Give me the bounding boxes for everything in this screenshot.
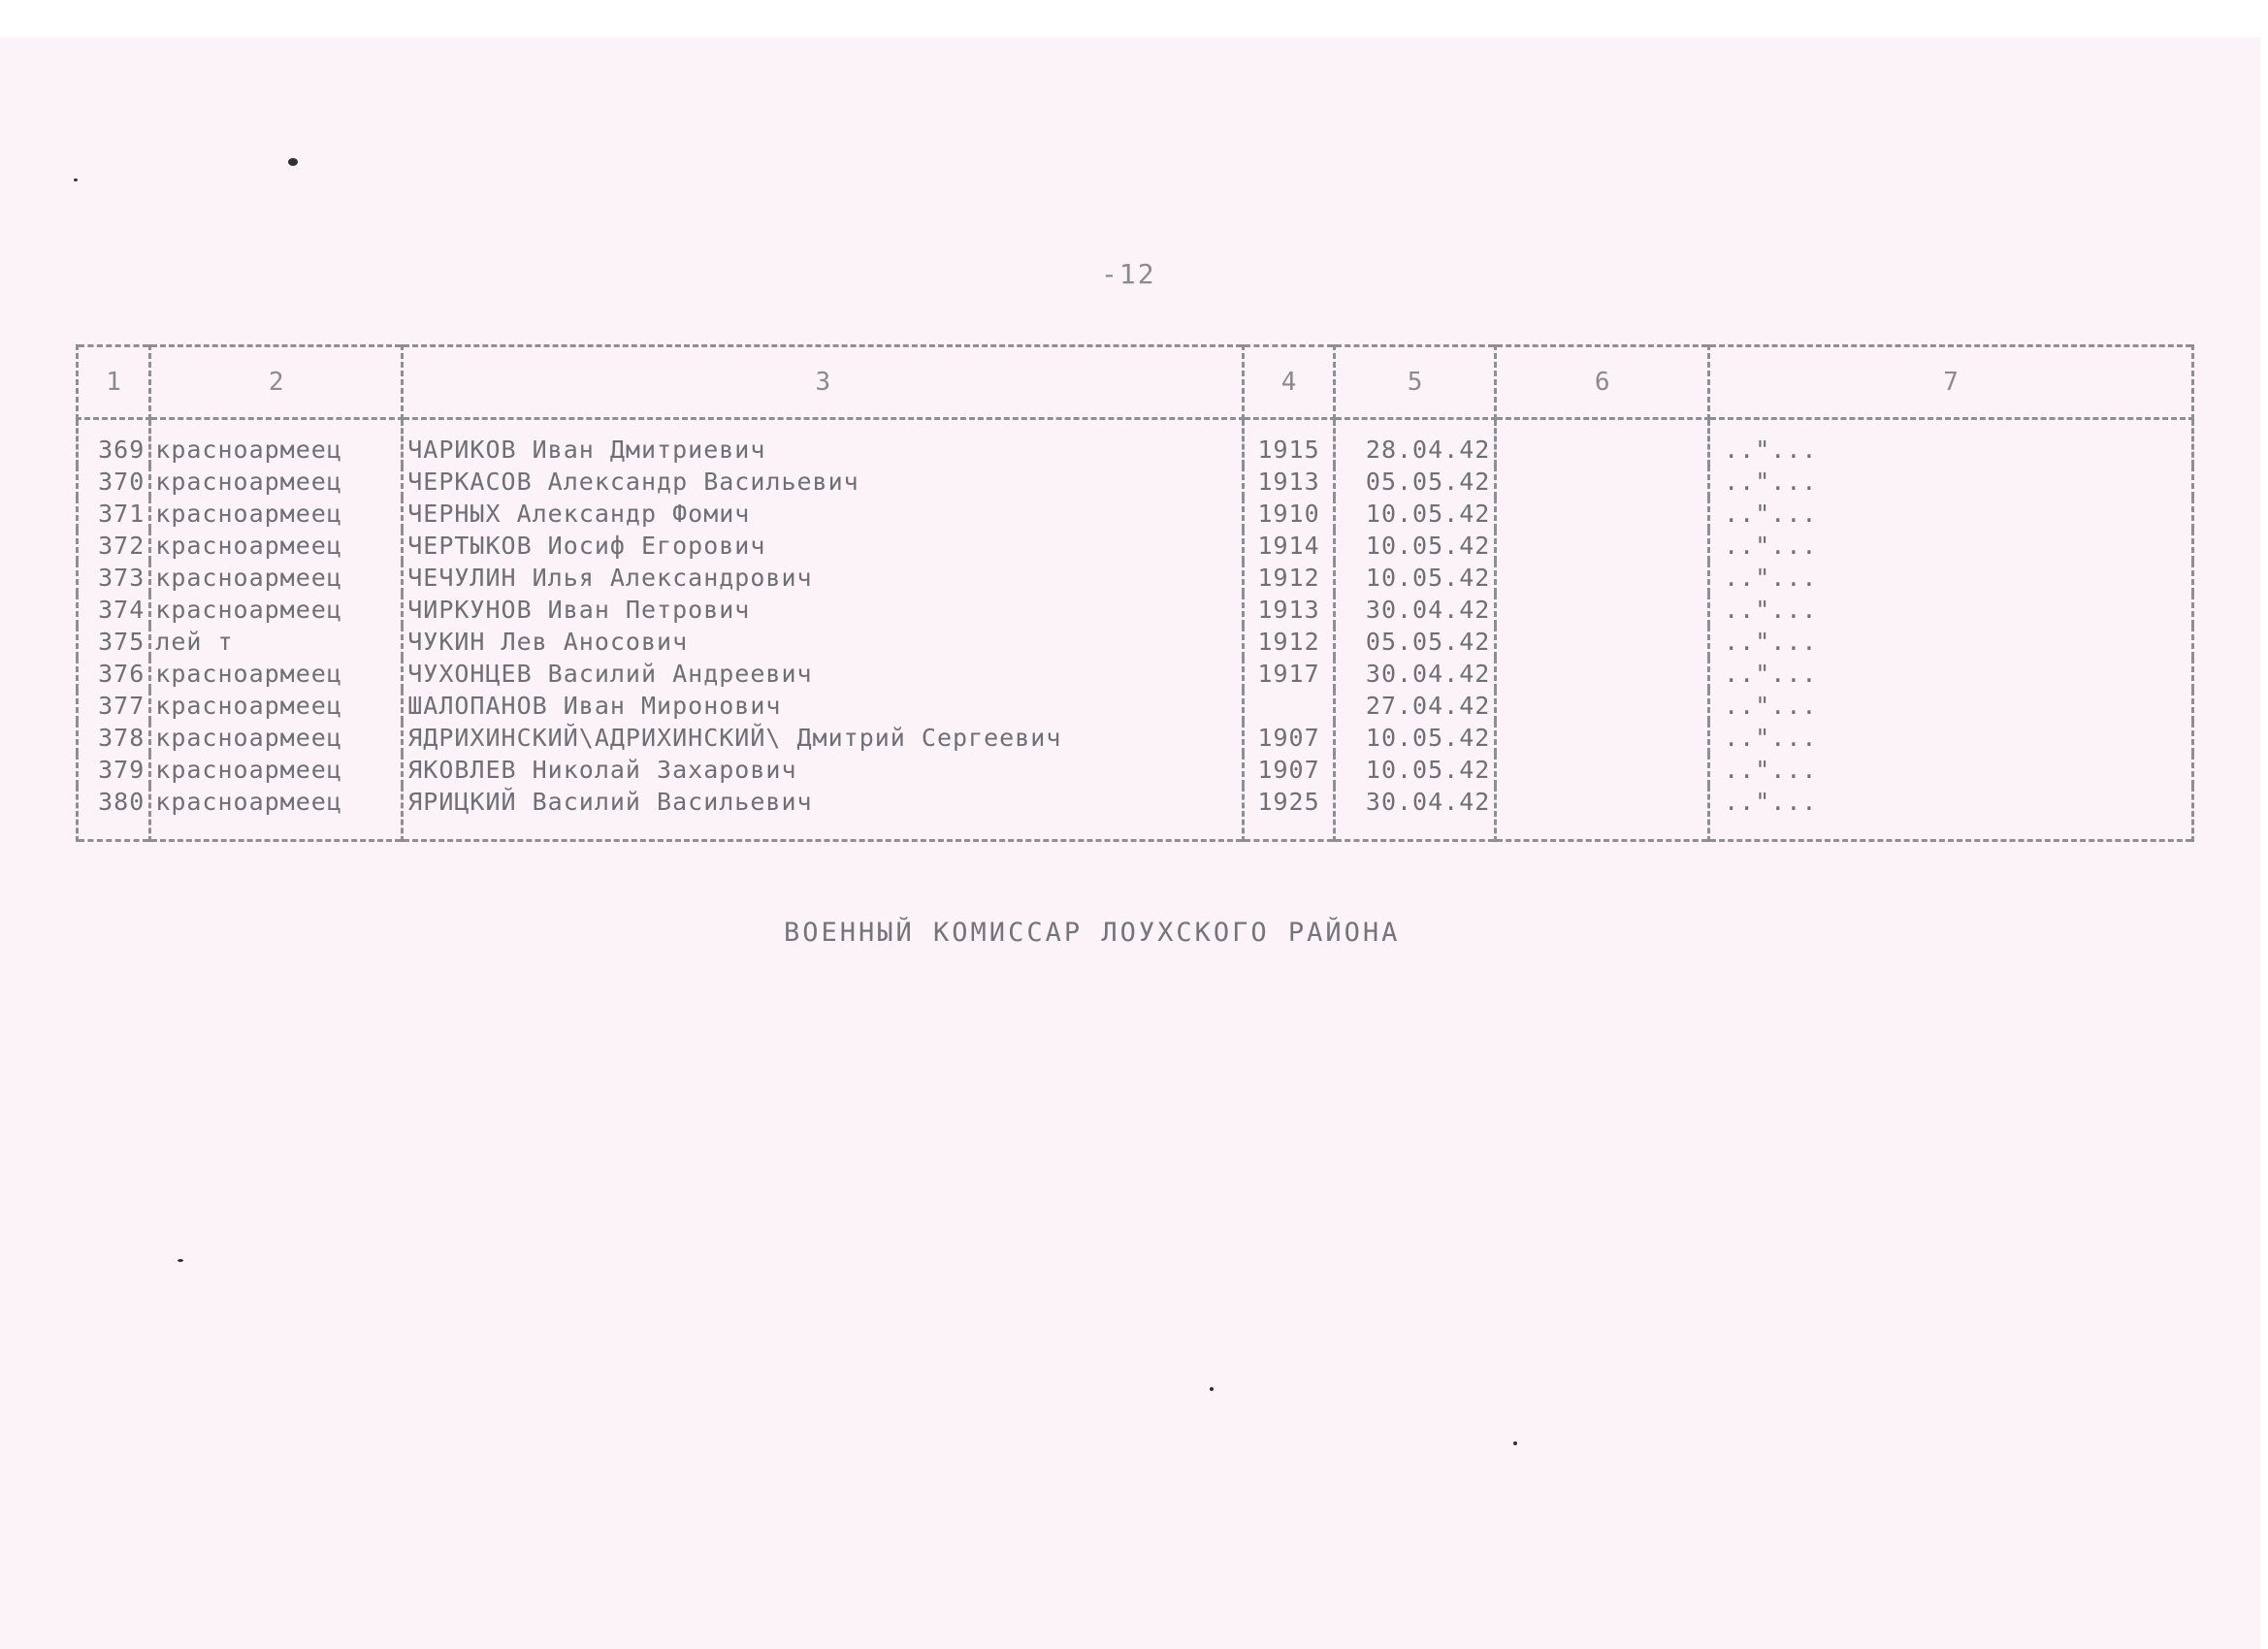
record-number: 379 <box>78 754 150 786</box>
column-6-cell <box>1496 658 1709 690</box>
table-row <box>78 690 2193 722</box>
record-number: 376 <box>78 658 150 690</box>
column-6-cell <box>1496 562 1709 594</box>
table-row <box>78 594 2193 626</box>
full-name: ЯРИЦКИЙ Василий Васильевич <box>403 786 1244 841</box>
military-rank: красноармеец <box>150 498 403 530</box>
ditto-mark: .."... <box>1709 690 2193 722</box>
birth-year: 1912 <box>1244 626 1334 658</box>
military-rank: красноармеец <box>150 594 403 626</box>
birth-year: 1914 <box>1244 530 1334 562</box>
full-name: ШАЛОПАНОВ Иван Миронович <box>403 690 1244 722</box>
date-cell: 10.05.42 <box>1334 562 1496 594</box>
column-6-cell <box>1496 419 1709 467</box>
ditto-mark: .."... <box>1709 419 2193 467</box>
column-header-4: 4 <box>1244 346 1334 419</box>
table-row <box>78 786 2193 841</box>
date-cell: 28.04.42 <box>1334 419 1496 467</box>
ditto-mark: .."... <box>1709 498 2193 530</box>
ditto-mark: .."... <box>1709 626 2193 658</box>
table-body <box>78 419 2193 841</box>
military-rank: красноармеец <box>150 722 403 754</box>
full-name: ЯКОВЛЕВ Николай Захарович <box>403 754 1244 786</box>
birth-year: 1913 <box>1244 466 1334 498</box>
registry-table <box>76 344 2194 842</box>
ditto-mark: .."... <box>1709 594 2193 626</box>
table-row <box>78 466 2193 498</box>
ink-speck <box>1210 1387 1214 1391</box>
column-header-2: 2 <box>150 346 403 419</box>
ink-speck <box>74 178 78 181</box>
ink-speck <box>288 158 298 166</box>
table-row <box>78 658 2193 690</box>
birth-year: 1913 <box>1244 594 1334 626</box>
military-rank: красноармеец <box>150 658 403 690</box>
birth-year: 1915 <box>1244 419 1334 467</box>
scan-right-margin <box>2260 0 2268 1649</box>
full-name: ЧУХОНЦЕВ Василий Андреевич <box>403 658 1244 690</box>
full-name: ЧЕЧУЛИН Илья Александрович <box>403 562 1244 594</box>
column-6-cell <box>1496 690 1709 722</box>
record-number: 373 <box>78 562 150 594</box>
column-6-cell <box>1496 466 1709 498</box>
birth-year: 1907 <box>1244 754 1334 786</box>
ditto-mark: .."... <box>1709 722 2193 754</box>
date-cell: 27.04.42 <box>1334 690 1496 722</box>
birth-year: 1910 <box>1244 498 1334 530</box>
date-cell: 30.04.42 <box>1334 786 1496 841</box>
full-name: ЧЕРТЫКОВ Иосиф Егорович <box>403 530 1244 562</box>
military-rank: красноармеец <box>150 419 403 467</box>
date-cell: 10.05.42 <box>1334 754 1496 786</box>
birth-year: 1917 <box>1244 658 1334 690</box>
ink-speck <box>178 1259 183 1262</box>
scan-top-margin <box>0 0 2268 37</box>
column-6-cell <box>1496 530 1709 562</box>
record-number: 369 <box>78 419 150 467</box>
birth-year <box>1244 690 1334 722</box>
record-number: 374 <box>78 594 150 626</box>
military-rank: красноармеец <box>150 530 403 562</box>
record-number: 378 <box>78 722 150 754</box>
table-header-row <box>78 346 2193 419</box>
ditto-mark: .."... <box>1709 466 2193 498</box>
birth-year: 1912 <box>1244 562 1334 594</box>
date-cell: 30.04.42 <box>1334 594 1496 626</box>
table-row <box>78 754 2193 786</box>
record-number: 370 <box>78 466 150 498</box>
table-row <box>78 722 2193 754</box>
column-6-cell <box>1496 594 1709 626</box>
ditto-mark: .."... <box>1709 754 2193 786</box>
ditto-mark: .."... <box>1709 658 2193 690</box>
column-header-3: 3 <box>403 346 1244 419</box>
column-header-5: 5 <box>1334 346 1496 419</box>
column-6-cell <box>1496 786 1709 841</box>
ditto-mark: .."... <box>1709 530 2193 562</box>
record-number: 371 <box>78 498 150 530</box>
ditto-mark: .."... <box>1709 562 2193 594</box>
date-cell: 05.05.42 <box>1334 466 1496 498</box>
military-rank: красноармеец <box>150 562 403 594</box>
military-rank: лей т <box>150 626 403 658</box>
record-number: 372 <box>78 530 150 562</box>
date-cell: 05.05.42 <box>1334 626 1496 658</box>
table-row <box>78 530 2193 562</box>
record-number: 375 <box>78 626 150 658</box>
date-cell: 30.04.42 <box>1334 658 1496 690</box>
column-header-7: 7 <box>1709 346 2193 419</box>
ink-speck <box>1513 1441 1517 1445</box>
column-6-cell <box>1496 498 1709 530</box>
military-rank: красноармеец <box>150 754 403 786</box>
full-name: ЯДРИХИНСКИЙ\АДРИХИНСКИЙ\ Дмитрий Сергеевич <box>403 722 1244 754</box>
table-row <box>78 419 2193 467</box>
birth-year: 1907 <box>1244 722 1334 754</box>
date-cell: 10.05.42 <box>1334 530 1496 562</box>
birth-year: 1925 <box>1244 786 1334 841</box>
date-cell: 10.05.42 <box>1334 722 1496 754</box>
column-header-1: 1 <box>78 346 150 419</box>
full-name: ЧАРИКОВ Иван Дмитриевич <box>403 419 1244 467</box>
date-cell: 10.05.42 <box>1334 498 1496 530</box>
table-row <box>78 626 2193 658</box>
record-number: 377 <box>78 690 150 722</box>
record-number: 380 <box>78 786 150 841</box>
column-6-cell <box>1496 722 1709 754</box>
full-name: ЧИРКУНОВ Иван Петрович <box>403 594 1244 626</box>
full-name: ЧЕРНЫХ Александр Фомич <box>403 498 1244 530</box>
column-6-cell <box>1496 754 1709 786</box>
military-rank: красноармеец <box>150 690 403 722</box>
table-row <box>78 562 2193 594</box>
full-name: ЧЕРКАСОВ Александр Васильевич <box>403 466 1244 498</box>
column-6-cell <box>1496 626 1709 658</box>
full-name: ЧУКИН Лев Аносович <box>403 626 1244 658</box>
page-number: -12 <box>1101 258 1156 290</box>
signature-line: ВОЕННЫЙ КОМИССАР ЛОУХСКОГО РАЙОНА <box>784 918 1401 948</box>
military-rank: красноармеец <box>150 786 403 841</box>
military-rank: красноармеец <box>150 466 403 498</box>
table-row <box>78 498 2193 530</box>
ditto-mark: .."... <box>1709 786 2193 841</box>
column-header-6: 6 <box>1496 346 1709 419</box>
